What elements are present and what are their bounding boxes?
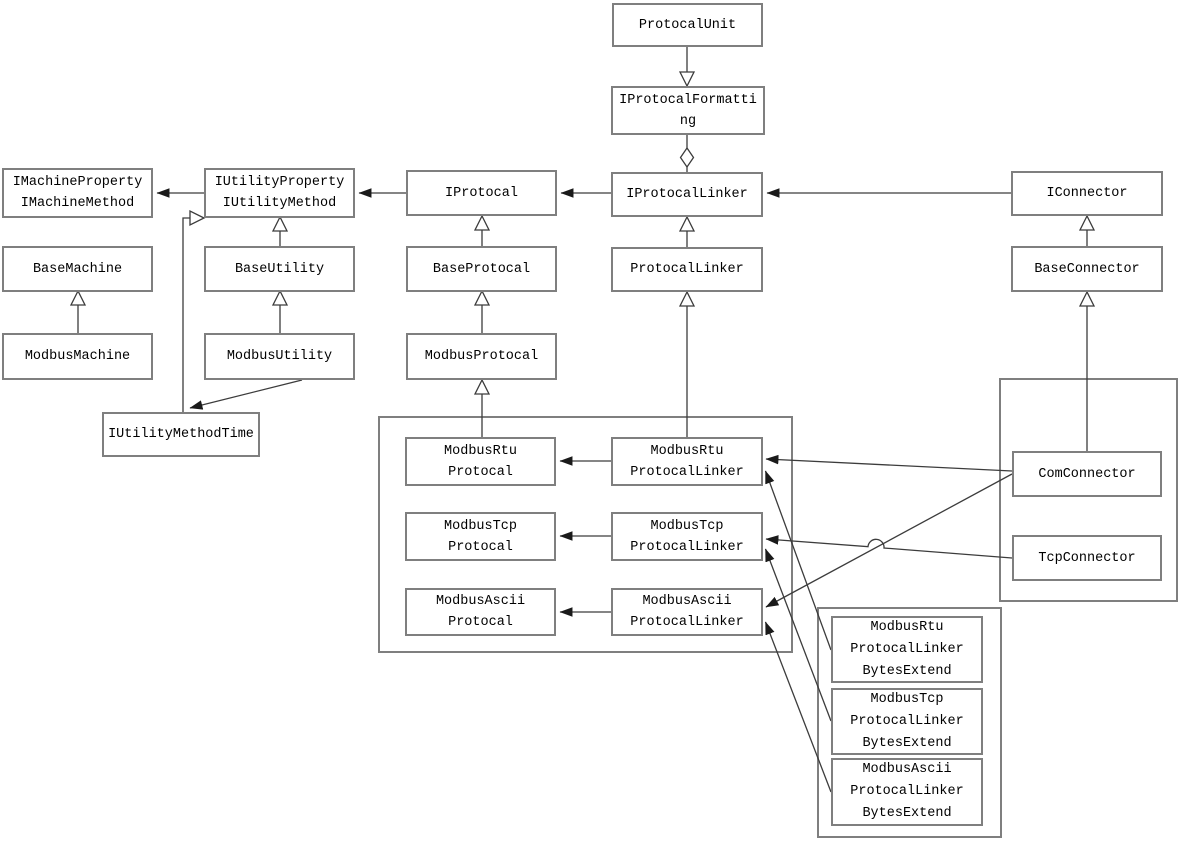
node-iprotocal-linker [611, 172, 763, 217]
node-modbus-tcp-protocal-linker-line1: ModbusTcp [650, 518, 724, 534]
node-protocal-unit [612, 3, 763, 47]
triangle-iprotocallinker [680, 217, 694, 231]
node-iutility-property-line2: IUtilityMethod [222, 196, 337, 211]
node-protocal-unit-label: ProtocalUnit [638, 17, 737, 33]
node-modbus-protocal-label: ModbusProtocal [424, 349, 539, 364]
node-imachine-property [2, 168, 153, 218]
edge-tcpconnector-to-modbustcplinker [766, 539, 1012, 558]
triangle-iutilityproperty-left [190, 211, 204, 225]
node-com-connector-label: ComConnector [1038, 466, 1136, 482]
node-modbus-tcp-protocal-linker-line2: ProtocalLinker [630, 539, 744, 555]
node-modbus-machine [2, 333, 153, 380]
node-base-protocal [406, 246, 557, 292]
node-modbus-ascii-protocal-line1: ModbusAscii [435, 594, 526, 609]
node-modbus-ascii-protocal-linker-bytes-extend [831, 758, 983, 826]
node-modbus-tcp-protocal-linker [611, 512, 763, 561]
node-iutility-property-line1: IUtilityProperty [214, 175, 345, 190]
node-modbus-ascii-protocal-linker [611, 588, 763, 636]
edge-comconnector-to-modbusasciilinker [766, 474, 1012, 607]
node-base-machine-label: BaseMachine [32, 261, 123, 277]
triangle-baseutility [273, 291, 287, 305]
node-iutility-method-time-label: IUtilityMethodTime [108, 427, 254, 442]
edge-tcpbytesextend-to-modbustcplinker [766, 549, 832, 721]
triangle-iprotocalformatting-down [680, 72, 694, 86]
node-tcp-bytes-extend-line3: BytesExtend [862, 735, 952, 751]
node-modbus-rtu-protocal-linker-line1: ModbusRtu [650, 443, 724, 459]
node-tcp-bytes-extend-line2: ProtocalLinker [850, 713, 964, 729]
node-modbus-rtu-protocal-line1: ModbusRtu [444, 443, 517, 459]
node-iprotocal [406, 170, 557, 216]
node-rtu-bytes-extend-line2: ProtocalLinker [850, 641, 964, 657]
node-iconnector [1011, 171, 1163, 216]
node-com-connector [1012, 451, 1162, 497]
node-modbus-ascii-protocal-linker-line2: ProtocalLinker [630, 615, 744, 630]
edge-asciibytesextend-to-modbusasciilinker [766, 622, 832, 792]
node-modbus-ascii-protocal-line2: Protocal [448, 615, 513, 630]
triangle-basemachine [71, 291, 85, 305]
node-protocal-linker-label: ProtocalLinker [630, 262, 744, 277]
node-iprotocal-formatting [611, 86, 765, 135]
node-modbus-tcp-protocal-linker-bytes-extend [831, 688, 983, 755]
node-ascii-bytes-extend-line1: ModbusAscii [862, 762, 952, 777]
node-base-connector [1011, 246, 1163, 292]
node-iprotocal-linker-label: IProtocalLinker [626, 187, 748, 202]
node-base-machine [2, 246, 153, 292]
triangle-modbusprotocal [475, 380, 489, 394]
node-tcp-bytes-extend-line1: ModbusTcp [870, 691, 944, 707]
node-modbus-rtu-protocal [405, 437, 556, 486]
node-iutility-method-time [102, 412, 260, 457]
edge-iutilitymethodtime-to-iutilityproperty [183, 218, 190, 412]
node-iprotocal-label: IProtocal [445, 185, 518, 201]
node-iprotocal-formatting-line2: ng [679, 113, 697, 129]
triangle-protocallinker [680, 292, 694, 306]
node-base-connector-label: BaseConnector [1034, 261, 1140, 277]
node-modbus-rtu-protocal-line2: Protocal [448, 464, 513, 480]
diamond-iprotocalformatting [681, 148, 694, 167]
node-modbus-machine-label: ModbusMachine [24, 349, 131, 364]
node-modbus-rtu-protocal-linker [611, 437, 763, 486]
node-rtu-bytes-extend-line1: ModbusRtu [870, 619, 944, 635]
triangle-iconnector [1080, 216, 1094, 230]
edge-rtubytesextend-to-modbusrtulinker [766, 471, 832, 650]
triangle-iutilityproperty [273, 217, 287, 231]
node-rtu-bytes-extend-line3: BytesExtend [862, 663, 952, 679]
node-tcp-connector [1012, 535, 1162, 581]
triangle-baseprotocal [475, 291, 489, 305]
node-modbus-rtu-protocal-linker-bytes-extend [831, 616, 983, 683]
node-modbus-tcp-protocal [405, 512, 556, 561]
node-modbus-ascii-protocal [405, 588, 556, 636]
node-base-utility [204, 246, 355, 292]
node-protocal-linker [611, 247, 763, 292]
node-modbus-protocal [406, 333, 557, 380]
node-modbus-rtu-protocal-linker-line2: ProtocalLinker [630, 464, 744, 480]
node-tcp-connector-label: TcpConnector [1038, 550, 1136, 566]
node-modbus-ascii-protocal-linker-line1: ModbusAscii [642, 594, 732, 609]
node-iutility-property [204, 168, 355, 218]
triangle-iprotocal [475, 216, 489, 230]
node-imachine-property-line2: IMachineMethod [20, 196, 135, 211]
node-modbus-utility [204, 333, 355, 380]
node-imachine-property-line1: IMachineProperty [12, 175, 143, 190]
node-modbus-tcp-protocal-line2: Protocal [448, 539, 513, 555]
node-iconnector-label: IConnector [1046, 186, 1128, 201]
node-base-utility-label: BaseUtility [234, 261, 325, 277]
node-iprotocal-formatting-line1: IProtocalFormatti [619, 92, 757, 108]
edge-modbusutility-to-iutilitymethodtime [190, 380, 302, 408]
triangle-baseconnector [1080, 292, 1094, 306]
edge-comconnector-to-modbusrtulinker [766, 459, 1012, 471]
node-ascii-bytes-extend-line3: BytesExtend [862, 806, 952, 821]
node-base-protocal-label: BaseProtocal [432, 261, 531, 277]
node-modbus-tcp-protocal-line1: ModbusTcp [444, 518, 517, 534]
node-ascii-bytes-extend-line2: ProtocalLinker [850, 784, 964, 799]
node-modbus-utility-label: ModbusUtility [226, 349, 333, 364]
